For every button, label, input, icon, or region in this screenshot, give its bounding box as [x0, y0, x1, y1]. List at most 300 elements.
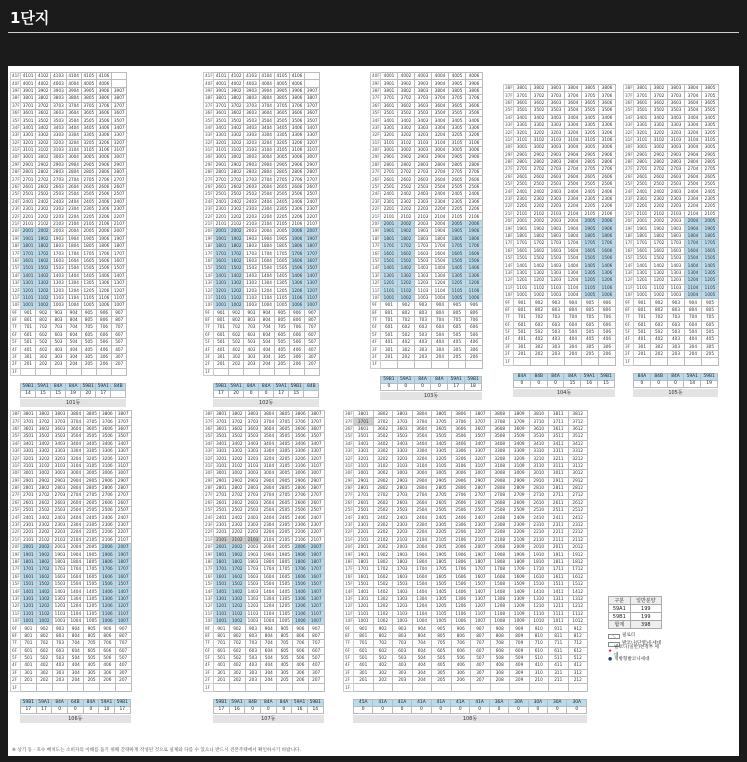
- unit-cell[interactable]: 1903: [668, 225, 685, 232]
- unit-cell[interactable]: 406: [96, 346, 111, 353]
- unit-cell[interactable]: 2605: [432, 499, 452, 506]
- unit-cell[interactable]: 2404: [259, 198, 274, 205]
- unit-cell[interactable]: 3811: [549, 411, 569, 418]
- unit-cell[interactable]: 902: [398, 302, 415, 309]
- unit-cell[interactable]: 2312: [568, 521, 588, 528]
- unit-cell[interactable]: 4006: [466, 73, 483, 80]
- unit-cell[interactable]: 1101: [634, 284, 651, 291]
- unit-cell[interactable]: 3201: [354, 455, 374, 462]
- unit-cell[interactable]: 1402: [373, 588, 393, 595]
- unit-cell[interactable]: 1505: [702, 254, 719, 261]
- unit-cell[interactable]: 3311: [549, 447, 569, 454]
- unit-cell[interactable]: 1704: [66, 250, 81, 257]
- unit-cell[interactable]: 2105: [432, 536, 452, 543]
- unit-cell[interactable]: 1402: [229, 272, 244, 279]
- unit-cell[interactable]: 1901: [354, 551, 374, 558]
- unit-cell[interactable]: 3403: [51, 124, 66, 131]
- unit-cell[interactable]: 2906: [96, 161, 111, 168]
- unit-cell[interactable]: 2605: [277, 499, 293, 506]
- unit-cell[interactable]: 3206: [292, 455, 308, 462]
- unit-cell[interactable]: 2804: [68, 484, 84, 491]
- unit-cell[interactable]: 3306: [289, 132, 304, 139]
- unit-cell[interactable]: 1707: [308, 566, 324, 573]
- unit-cell[interactable]: 1803: [51, 242, 66, 249]
- unit-cell[interactable]: 2702: [373, 492, 393, 499]
- unit-cell[interactable]: 1002: [229, 302, 244, 309]
- unit-cell[interactable]: 1304: [259, 279, 274, 286]
- unit-cell[interactable]: 2806: [451, 484, 471, 491]
- unit-cell[interactable]: 2306: [466, 198, 483, 205]
- unit-cell[interactable]: 905: [274, 309, 289, 316]
- unit-cell[interactable]: 2307: [305, 206, 320, 213]
- unit-cell[interactable]: 801: [214, 632, 230, 639]
- unit-cell[interactable]: 1606: [99, 573, 115, 580]
- unit-cell[interactable]: 1401: [21, 588, 37, 595]
- unit-cell[interactable]: 1306: [292, 595, 308, 602]
- unit-cell[interactable]: 2007: [115, 544, 131, 551]
- unit-cell[interactable]: 401: [21, 662, 37, 669]
- unit-cell[interactable]: 501: [214, 339, 229, 346]
- unit-cell[interactable]: 704: [432, 316, 449, 323]
- unit-cell[interactable]: 2905: [702, 151, 719, 158]
- unit-cell[interactable]: 3402: [36, 124, 51, 131]
- unit-cell[interactable]: 1104: [565, 284, 582, 291]
- unit-cell[interactable]: 3302: [651, 121, 668, 128]
- unit-cell[interactable]: 3207: [471, 455, 491, 462]
- unit-cell[interactable]: 1904: [432, 228, 449, 235]
- unit-cell[interactable]: 405: [81, 346, 96, 353]
- unit-cell[interactable]: 3006: [466, 146, 483, 153]
- unit-cell[interactable]: 1503: [548, 254, 565, 261]
- unit-cell[interactable]: 1804: [412, 558, 432, 565]
- unit-cell[interactable]: 1107: [308, 610, 324, 617]
- unit-cell[interactable]: 801: [381, 309, 398, 316]
- unit-cell[interactable]: 4102: [229, 73, 244, 80]
- unit-cell[interactable]: 905: [277, 625, 293, 632]
- unit-cell[interactable]: 404: [66, 346, 81, 353]
- unit-cell[interactable]: 602: [531, 321, 548, 328]
- unit-cell[interactable]: 1702: [398, 242, 415, 249]
- unit-cell[interactable]: 1802: [373, 558, 393, 565]
- unit-cell[interactable]: 2104: [261, 536, 277, 543]
- unit-cell[interactable]: 2402: [229, 198, 244, 205]
- unit-cell[interactable]: 506: [451, 654, 471, 661]
- unit-cell[interactable]: 905: [84, 625, 100, 632]
- unit-cell[interactable]: 2805: [84, 484, 100, 491]
- unit-cell[interactable]: 1006: [96, 302, 111, 309]
- unit-cell[interactable]: 601: [354, 647, 374, 654]
- unit-cell[interactable]: 1001: [21, 617, 37, 624]
- unit-cell[interactable]: 3001: [21, 154, 36, 161]
- unit-cell[interactable]: 405: [84, 662, 100, 669]
- unit-cell[interactable]: 1805: [582, 232, 599, 239]
- unit-cell[interactable]: 607: [308, 647, 324, 654]
- unit-cell[interactable]: 1603: [244, 257, 259, 264]
- unit-cell[interactable]: 1005: [81, 302, 96, 309]
- unit-cell[interactable]: 2801: [354, 484, 374, 491]
- unit-cell[interactable]: 1703: [548, 240, 565, 247]
- unit-cell[interactable]: 709: [510, 640, 530, 647]
- unit-cell[interactable]: 2305: [277, 521, 293, 528]
- unit-cell[interactable]: 2103: [51, 220, 66, 227]
- unit-cell[interactable]: 1512: [568, 580, 588, 587]
- unit-cell[interactable]: 504: [565, 328, 582, 335]
- unit-cell[interactable]: 3506: [292, 433, 308, 440]
- unit-cell[interactable]: 1003: [245, 617, 261, 624]
- unit-cell[interactable]: 601: [21, 331, 36, 338]
- unit-cell[interactable]: 2207: [305, 213, 320, 220]
- unit-cell[interactable]: 902: [229, 309, 244, 316]
- unit-cell[interactable]: 3201: [21, 139, 36, 146]
- unit-cell[interactable]: 2502: [36, 191, 51, 198]
- unit-cell[interactable]: 2701: [381, 169, 398, 176]
- unit-cell[interactable]: 3506: [466, 109, 483, 116]
- unit-cell[interactable]: 2103: [52, 536, 68, 543]
- unit-cell[interactable]: 305: [432, 669, 452, 676]
- unit-cell[interactable]: 1603: [668, 247, 685, 254]
- unit-cell[interactable]: 2901: [21, 161, 36, 168]
- unit-cell[interactable]: 2810: [529, 484, 549, 491]
- unit-cell[interactable]: 2001: [214, 544, 230, 551]
- unit-cell[interactable]: 3105: [449, 139, 466, 146]
- unit-cell[interactable]: 1907: [471, 551, 491, 558]
- unit-cell[interactable]: 2205: [81, 213, 96, 220]
- unit-cell[interactable]: 3101: [214, 462, 230, 469]
- unit-cell[interactable]: 3006: [289, 154, 304, 161]
- unit-cell[interactable]: 2005: [277, 544, 293, 551]
- unit-cell[interactable]: 2904: [66, 161, 81, 168]
- unit-cell[interactable]: 3301: [214, 132, 229, 139]
- unit-cell[interactable]: 1007: [308, 617, 324, 624]
- unit-cell[interactable]: 2601: [354, 499, 374, 506]
- unit-cell[interactable]: 2504: [565, 181, 582, 188]
- unit-cell[interactable]: 905: [432, 625, 452, 632]
- unit-cell[interactable]: 2801: [21, 169, 36, 176]
- unit-cell[interactable]: 1206: [451, 603, 471, 610]
- unit-cell[interactable]: 1504: [432, 257, 449, 264]
- unit-cell[interactable]: 507: [115, 654, 131, 661]
- unit-cell[interactable]: 2003: [51, 228, 66, 235]
- unit-cell[interactable]: 3403: [393, 440, 413, 447]
- unit-cell[interactable]: 1801: [21, 558, 37, 565]
- unit-cell[interactable]: 3003: [548, 144, 565, 151]
- unit-cell[interactable]: 3806: [289, 95, 304, 102]
- unit-cell[interactable]: 2702: [398, 169, 415, 176]
- unit-cell[interactable]: 2007: [305, 228, 320, 235]
- unit-cell[interactable]: 607: [112, 331, 127, 338]
- unit-cell[interactable]: 2905: [449, 154, 466, 161]
- unit-cell[interactable]: 401: [214, 662, 230, 669]
- unit-cell[interactable]: 1702: [651, 240, 668, 247]
- unit-cell[interactable]: 2003: [548, 218, 565, 225]
- unit-cell[interactable]: 2903: [393, 477, 413, 484]
- unit-cell[interactable]: 207: [115, 677, 131, 684]
- unit-cell[interactable]: 605: [432, 647, 452, 654]
- unit-cell[interactable]: 1303: [52, 595, 68, 602]
- unit-cell[interactable]: 1506: [99, 580, 115, 587]
- unit-cell[interactable]: 1805: [449, 235, 466, 242]
- unit-cell[interactable]: 302: [36, 353, 51, 360]
- unit-cell[interactable]: 2706: [292, 492, 308, 499]
- unit-cell[interactable]: 1202: [531, 277, 548, 284]
- unit-cell[interactable]: 3308: [490, 447, 510, 454]
- unit-cell[interactable]: 3101: [21, 146, 36, 153]
- unit-cell[interactable]: 712: [568, 640, 588, 647]
- unit-cell[interactable]: 2304: [565, 195, 582, 202]
- unit-cell[interactable]: 2404: [685, 188, 702, 195]
- unit-cell[interactable]: 805: [277, 632, 293, 639]
- unit-cell[interactable]: 409: [510, 662, 530, 669]
- unit-cell[interactable]: 3302: [531, 121, 548, 128]
- unit-cell[interactable]: 2606: [99, 499, 115, 506]
- unit-cell[interactable]: 504: [685, 328, 702, 335]
- unit-cell[interactable]: 808: [490, 632, 510, 639]
- unit-cell[interactable]: 706: [96, 324, 111, 331]
- unit-cell[interactable]: 1803: [244, 242, 259, 249]
- unit-cell[interactable]: 307: [471, 669, 491, 676]
- unit-cell[interactable]: 1805: [84, 558, 100, 565]
- unit-cell[interactable]: 1603: [51, 257, 66, 264]
- unit-cell[interactable]: 2102: [229, 536, 245, 543]
- unit-cell[interactable]: 3004: [66, 154, 81, 161]
- unit-cell[interactable]: 2902: [229, 161, 244, 168]
- unit-cell[interactable]: 2606: [96, 183, 111, 190]
- unit-cell[interactable]: 2209: [510, 529, 530, 536]
- unit-cell[interactable]: 3402: [373, 440, 393, 447]
- unit-cell[interactable]: 3503: [51, 117, 66, 124]
- unit-cell[interactable]: 904: [261, 625, 277, 632]
- unit-cell[interactable]: 503: [415, 331, 432, 338]
- unit-cell[interactable]: 1303: [245, 595, 261, 602]
- unit-cell[interactable]: 2004: [432, 220, 449, 227]
- unit-cell[interactable]: 2501: [354, 507, 374, 514]
- unit-cell[interactable]: 2005: [582, 218, 599, 225]
- unit-cell[interactable]: 2506: [289, 191, 304, 198]
- unit-cell[interactable]: 1107: [112, 294, 127, 301]
- unit-cell[interactable]: 3211: [549, 455, 569, 462]
- unit-cell[interactable]: 206: [466, 353, 483, 360]
- unit-cell[interactable]: 2303: [548, 195, 565, 202]
- unit-cell[interactable]: 2303: [415, 198, 432, 205]
- unit-cell[interactable]: 305: [449, 346, 466, 353]
- unit-cell[interactable]: 2101: [354, 536, 374, 543]
- unit-cell[interactable]: 510: [529, 654, 549, 661]
- unit-cell[interactable]: 1004: [68, 617, 84, 624]
- unit-cell[interactable]: 2605: [702, 173, 719, 180]
- unit-cell[interactable]: 1402: [36, 588, 52, 595]
- unit-cell[interactable]: 2001: [514, 218, 531, 225]
- unit-cell[interactable]: 801: [514, 306, 531, 313]
- unit-cell[interactable]: 3901: [214, 87, 229, 94]
- unit-cell[interactable]: 3006: [96, 154, 111, 161]
- unit-cell[interactable]: 2503: [415, 183, 432, 190]
- unit-cell[interactable]: 306: [466, 346, 483, 353]
- unit-cell[interactable]: 1509: [510, 580, 530, 587]
- unit-cell[interactable]: 3808: [490, 411, 510, 418]
- unit-cell[interactable]: 1707: [115, 566, 131, 573]
- unit-cell[interactable]: 2802: [36, 169, 51, 176]
- unit-cell[interactable]: 2101: [381, 213, 398, 220]
- unit-cell[interactable]: 2901: [214, 477, 230, 484]
- unit-cell[interactable]: 2110: [529, 536, 549, 543]
- unit-cell[interactable]: 2004: [66, 228, 81, 235]
- unit-cell[interactable]: 1307: [471, 595, 491, 602]
- unit-cell[interactable]: 3004: [68, 470, 84, 477]
- unit-cell[interactable]: 1802: [36, 242, 51, 249]
- unit-cell[interactable]: 202: [36, 361, 51, 368]
- unit-cell[interactable]: 1710: [529, 566, 549, 573]
- unit-cell[interactable]: 702: [36, 324, 51, 331]
- unit-cell[interactable]: 1904: [261, 551, 277, 558]
- unit-cell[interactable]: 2012: [568, 544, 588, 551]
- unit-cell[interactable]: 3101: [354, 462, 374, 469]
- unit-cell[interactable]: 3206: [99, 455, 115, 462]
- unit-cell[interactable]: 3801: [354, 411, 374, 418]
- unit-cell[interactable]: 303: [393, 669, 413, 676]
- unit-cell[interactable]: 707: [471, 640, 491, 647]
- unit-cell[interactable]: 2006: [466, 220, 483, 227]
- unit-cell[interactable]: 203: [393, 677, 413, 684]
- unit-cell[interactable]: 3204: [412, 455, 432, 462]
- unit-cell[interactable]: 1807: [112, 242, 127, 249]
- unit-cell[interactable]: 2809: [510, 484, 530, 491]
- unit-cell[interactable]: 1712: [568, 566, 588, 573]
- unit-cell[interactable]: 3507: [308, 433, 324, 440]
- unit-cell[interactable]: 1203: [244, 287, 259, 294]
- unit-cell[interactable]: 3305: [277, 447, 293, 454]
- unit-cell[interactable]: 1503: [244, 265, 259, 272]
- unit-cell[interactable]: 2005: [81, 228, 96, 235]
- unit-cell[interactable]: 603: [393, 647, 413, 654]
- unit-cell[interactable]: 607: [471, 647, 491, 654]
- unit-cell[interactable]: 2401: [214, 514, 230, 521]
- unit-cell[interactable]: 2405: [277, 514, 293, 521]
- unit-cell[interactable]: 2204: [685, 203, 702, 210]
- unit-cell[interactable]: 3204: [432, 132, 449, 139]
- unit-cell[interactable]: 3906: [96, 87, 111, 94]
- unit-cell[interactable]: 3807: [115, 411, 131, 418]
- unit-cell[interactable]: 906: [466, 302, 483, 309]
- unit-cell[interactable]: 1604: [259, 257, 274, 264]
- unit-cell[interactable]: 3004: [412, 470, 432, 477]
- unit-cell[interactable]: 3706: [96, 102, 111, 109]
- unit-cell[interactable]: 3508: [490, 433, 510, 440]
- unit-cell[interactable]: 1504: [66, 265, 81, 272]
- unit-cell[interactable]: 402: [373, 662, 393, 669]
- unit-cell[interactable]: 505: [277, 654, 293, 661]
- unit-cell[interactable]: 2608: [490, 499, 510, 506]
- unit-cell[interactable]: 3403: [548, 114, 565, 121]
- unit-cell[interactable]: 2703: [245, 492, 261, 499]
- unit-cell[interactable]: 1607: [471, 573, 491, 580]
- unit-cell[interactable]: 2603: [52, 499, 68, 506]
- unit-cell[interactable]: 1101: [21, 610, 37, 617]
- unit-cell[interactable]: 2502: [373, 507, 393, 514]
- unit-cell[interactable]: 3802: [373, 411, 393, 418]
- unit-cell[interactable]: 604: [68, 647, 84, 654]
- unit-cell[interactable]: 2404: [261, 514, 277, 521]
- unit-cell[interactable]: 1507: [305, 265, 320, 272]
- unit-cell[interactable]: 1803: [245, 558, 261, 565]
- unit-cell[interactable]: 3801: [21, 411, 37, 418]
- unit-cell[interactable]: 304: [685, 343, 702, 350]
- unit-cell[interactable]: 3506: [599, 107, 616, 114]
- unit-cell[interactable]: 206: [99, 677, 115, 684]
- unit-cell[interactable]: 405: [702, 336, 719, 343]
- unit-cell[interactable]: 506: [599, 328, 616, 335]
- unit-cell[interactable]: 2803: [393, 484, 413, 491]
- unit-cell[interactable]: 3203: [668, 129, 685, 136]
- unit-cell[interactable]: 1801: [514, 232, 531, 239]
- unit-cell[interactable]: 1203: [548, 277, 565, 284]
- unit-cell[interactable]: 805: [582, 306, 599, 313]
- unit-cell[interactable]: 3306: [466, 124, 483, 131]
- unit-cell[interactable]: 806: [466, 309, 483, 316]
- unit-cell[interactable]: 3501: [634, 107, 651, 114]
- unit-cell[interactable]: 1004: [432, 294, 449, 301]
- unit-cell[interactable]: 2304: [66, 206, 81, 213]
- unit-cell[interactable]: 3307: [115, 447, 131, 454]
- unit-cell[interactable]: 2201: [354, 529, 374, 536]
- unit-cell[interactable]: 3505: [582, 107, 599, 114]
- unit-cell[interactable]: 1806: [466, 235, 483, 242]
- unit-cell[interactable]: 1305: [582, 269, 599, 276]
- unit-cell[interactable]: 904: [68, 625, 84, 632]
- unit-cell[interactable]: 2804: [259, 169, 274, 176]
- unit-cell[interactable]: 2601: [214, 183, 229, 190]
- unit-cell[interactable]: 1901: [21, 235, 36, 242]
- unit-cell[interactable]: 2801: [214, 484, 230, 491]
- unit-cell[interactable]: 1408: [490, 588, 510, 595]
- unit-cell[interactable]: 2411: [549, 514, 569, 521]
- unit-cell[interactable]: 1001: [21, 302, 36, 309]
- unit-cell[interactable]: 1303: [244, 279, 259, 286]
- unit-cell[interactable]: 1202: [229, 603, 245, 610]
- unit-cell[interactable]: 501: [514, 328, 531, 335]
- unit-cell[interactable]: 1504: [68, 580, 84, 587]
- unit-cell[interactable]: 1004: [685, 291, 702, 298]
- unit-cell[interactable]: 3201: [214, 139, 229, 146]
- unit-cell[interactable]: 1905: [277, 551, 293, 558]
- unit-cell[interactable]: 4101: [21, 73, 36, 80]
- unit-cell[interactable]: 3502: [398, 109, 415, 116]
- unit-cell[interactable]: 1005: [274, 302, 289, 309]
- unit-cell[interactable]: 1002: [36, 302, 51, 309]
- unit-cell[interactable]: 2001: [21, 544, 37, 551]
- unit-cell[interactable]: 2301: [214, 206, 229, 213]
- unit-cell[interactable]: 2102: [36, 220, 51, 227]
- unit-cell[interactable]: 506: [96, 339, 111, 346]
- unit-cell[interactable]: 2003: [245, 544, 261, 551]
- unit-cell[interactable]: 3104: [412, 462, 432, 469]
- unit-cell[interactable]: 2101: [21, 536, 37, 543]
- unit-cell[interactable]: 1206: [99, 603, 115, 610]
- unit-cell[interactable]: 2501: [21, 191, 36, 198]
- unit-cell[interactable]: 3509: [510, 433, 530, 440]
- unit-cell[interactable]: 2404: [432, 191, 449, 198]
- unit-cell[interactable]: 1201: [21, 287, 36, 294]
- unit-cell[interactable]: 402: [229, 346, 244, 353]
- unit-cell[interactable]: 2404: [412, 514, 432, 521]
- unit-cell[interactable]: 3206: [599, 129, 616, 136]
- unit-cell[interactable]: 3806: [451, 411, 471, 418]
- unit-cell[interactable]: 2705: [582, 166, 599, 173]
- unit-cell[interactable]: 306: [96, 353, 111, 360]
- unit-cell[interactable]: 1302: [373, 595, 393, 602]
- unit-cell[interactable]: 403: [51, 346, 66, 353]
- unit-cell[interactable]: 906: [96, 309, 111, 316]
- unit-cell[interactable]: 3606: [292, 425, 308, 432]
